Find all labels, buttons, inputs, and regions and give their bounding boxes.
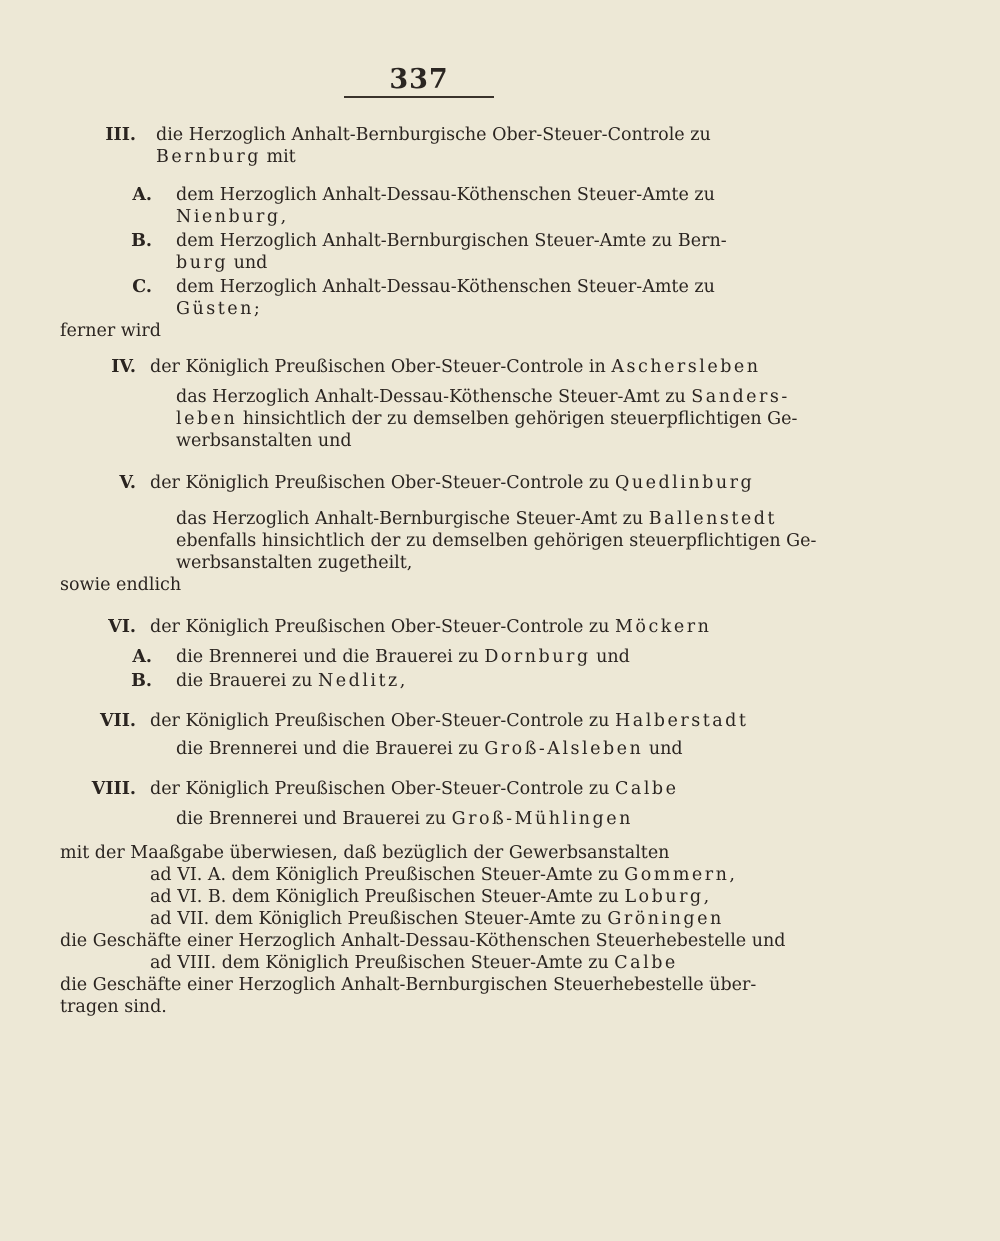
sub-iii-c-line-2 [176, 298, 260, 320]
text-fragment: das Herzoglich Anhalt-Bernburgische Steuer-Amt zu [176, 509, 649, 529]
section-iii-line-2 [156, 146, 296, 168]
section-iv-line-4: werbsanstalten und [176, 431, 352, 451]
closing-ad-viii [150, 952, 678, 974]
place-name: Bernburg [156, 147, 261, 167]
sub-iii-a-line-1: dem Herzoglich Anhalt-Dessau-Köthenschen Steuer-Amte zu [176, 185, 715, 205]
text-fragment: mit [260, 147, 296, 167]
page-number: 337 [389, 64, 449, 95]
text-fragment: ad VI. B. dem Königlich Preußischen Steuer-Amte zu [150, 887, 625, 907]
section-vii-line-2 [176, 738, 683, 760]
place-name: Groß-Alsleben [484, 739, 644, 759]
text-fragment: ; [253, 299, 260, 319]
place-name: Quedlinburg [615, 473, 755, 493]
section-viii-line-2 [176, 808, 633, 830]
text-fragment: ad VIII. dem Königlich Preußischen Steuer-Amte zu [150, 953, 615, 973]
section-v-line-2 [176, 508, 777, 530]
section-numeral-vi: VI. [108, 617, 136, 637]
section-vii-line-1 [150, 710, 748, 732]
closing-line-8: tragen sind. [60, 997, 167, 1017]
section-iii-line-1 [156, 124, 768, 146]
place-name: Nedlitz [317, 671, 400, 691]
sub-label-vi-a: A. [132, 647, 152, 667]
place-name: Calbe [614, 953, 678, 973]
text-fragment: ad VII. dem Königlich Preußischen Steuer-Amte zu [150, 909, 608, 929]
section-numeral-iii: III. [105, 125, 136, 145]
page-number-rule [344, 96, 494, 98]
place-name: Gommern [624, 865, 730, 885]
place-name: Loburg [624, 887, 704, 907]
place-name: Halberstadt [615, 711, 749, 731]
section-iii-line-1-text: die Herzoglich Anhalt-Bernburgische Ober-Steuer-Controle zu [156, 125, 711, 145]
closing-ad-vi-a [150, 864, 735, 886]
text-fragment: und [228, 253, 268, 273]
section-viii-line-1 [150, 778, 678, 800]
place-name: Dornburg [484, 647, 591, 667]
sub-label-iii-c: C. [132, 277, 152, 297]
section-v-line-1 [150, 472, 754, 494]
sub-vi-a-line [176, 646, 630, 668]
closing-ad-vi-b [150, 886, 709, 908]
text-fragment: die Brauerei zu [176, 671, 318, 691]
closing-ad-vii [150, 908, 724, 930]
ferner-wird: ferner wird [60, 321, 161, 341]
text-fragment: die Brennerei und die Brauerei zu [176, 647, 485, 667]
section-vi-line-1 [150, 616, 711, 638]
place-name: burg [176, 253, 229, 273]
sub-iii-c-line-1: dem Herzoglich Anhalt-Dessau-Köthenschen Steuer-Amte zu [176, 277, 715, 297]
section-numeral-viii: VIII. [91, 779, 136, 799]
text-fragment: der Königlich Preußischen Ober-Steuer-Controle zu [150, 617, 615, 637]
place-name: leben [176, 409, 238, 429]
section-numeral-iv: IV. [111, 357, 136, 377]
place-name: Nienburg [176, 207, 281, 227]
text-fragment: die Brennerei und die Brauerei zu [176, 739, 485, 759]
text-fragment: ad VI. A. dem Königlich Preußischen Steuer-Amte zu [150, 865, 625, 885]
closing-line-7: die Geschäfte einer Herzoglich Anhalt-Bernburgischen Steuerhebestelle über- [60, 975, 757, 995]
text-fragment: das Herzoglich Anhalt-Dessau-Köthensche Steuer-Amt zu [176, 387, 692, 407]
closing-line-5: die Geschäfte einer Herzoglich Anhalt-Dessau-Köthenschen Steuerhebestelle und [60, 931, 786, 951]
section-iv-line-1 [150, 356, 761, 378]
sub-iii-b-line-1: dem Herzoglich Anhalt-Bernburgischen Steuer-Amte zu Bern- [176, 231, 727, 251]
section-numeral-v: V. [119, 473, 136, 493]
sub-iii-a-line-2 [176, 206, 286, 228]
text-fragment: , [703, 887, 710, 907]
section-iv-line-2 [176, 386, 790, 408]
closing-line-1: mit der Maaßgabe überwiesen, daß bezüglich der Gewerbsanstalten [60, 843, 670, 863]
text-fragment: der Königlich Preußischen Ober-Steuer-Controle zu [150, 779, 615, 799]
sub-label-vi-b: B. [131, 671, 152, 691]
section-v-line-3: ebenfalls hinsichtlich der zu demselben gehörigen steuerpflichtigen Ge- [176, 531, 817, 551]
text-fragment: der Königlich Preußischen Ober-Steuer-Controle zu [150, 711, 615, 731]
text-fragment: , [280, 207, 287, 227]
sub-label-iii-a: A. [132, 185, 152, 205]
sowie-endlich: sowie endlich [60, 575, 182, 595]
section-v-line-4: werbsanstalten zugetheilt, [176, 553, 413, 573]
section-iv-line-3 [176, 408, 797, 430]
text-fragment: der Königlich Preußischen Ober-Steuer-Controle in [150, 357, 612, 377]
text-fragment: die Brennerei und Brauerei zu [176, 809, 452, 829]
place-name: Aschersleben [611, 357, 761, 377]
place-name: Sanders- [691, 387, 790, 407]
place-name: Möckern [615, 617, 712, 637]
text-fragment: hinsichtlich der zu demselben gehörigen steuerpflichtigen Ge- [237, 409, 798, 429]
place-name: Güsten [176, 299, 254, 319]
sub-label-iii-b: B. [131, 231, 152, 251]
place-name: Groß-Mühlingen [451, 809, 633, 829]
sub-iii-b-line-2 [176, 252, 267, 274]
place-name: Ballenstedt [648, 509, 777, 529]
section-numeral-vii: VII. [99, 711, 136, 731]
text-fragment: , [399, 671, 406, 691]
place-name: Calbe [615, 779, 679, 799]
text-fragment: , [729, 865, 735, 885]
place-name: Gröningen [607, 909, 724, 929]
text-fragment: der Königlich Preußischen Ober-Steuer-Controle zu [150, 473, 615, 493]
sub-vi-b-line [176, 670, 405, 692]
text-fragment: und [590, 647, 630, 667]
text-fragment: und [643, 739, 683, 759]
